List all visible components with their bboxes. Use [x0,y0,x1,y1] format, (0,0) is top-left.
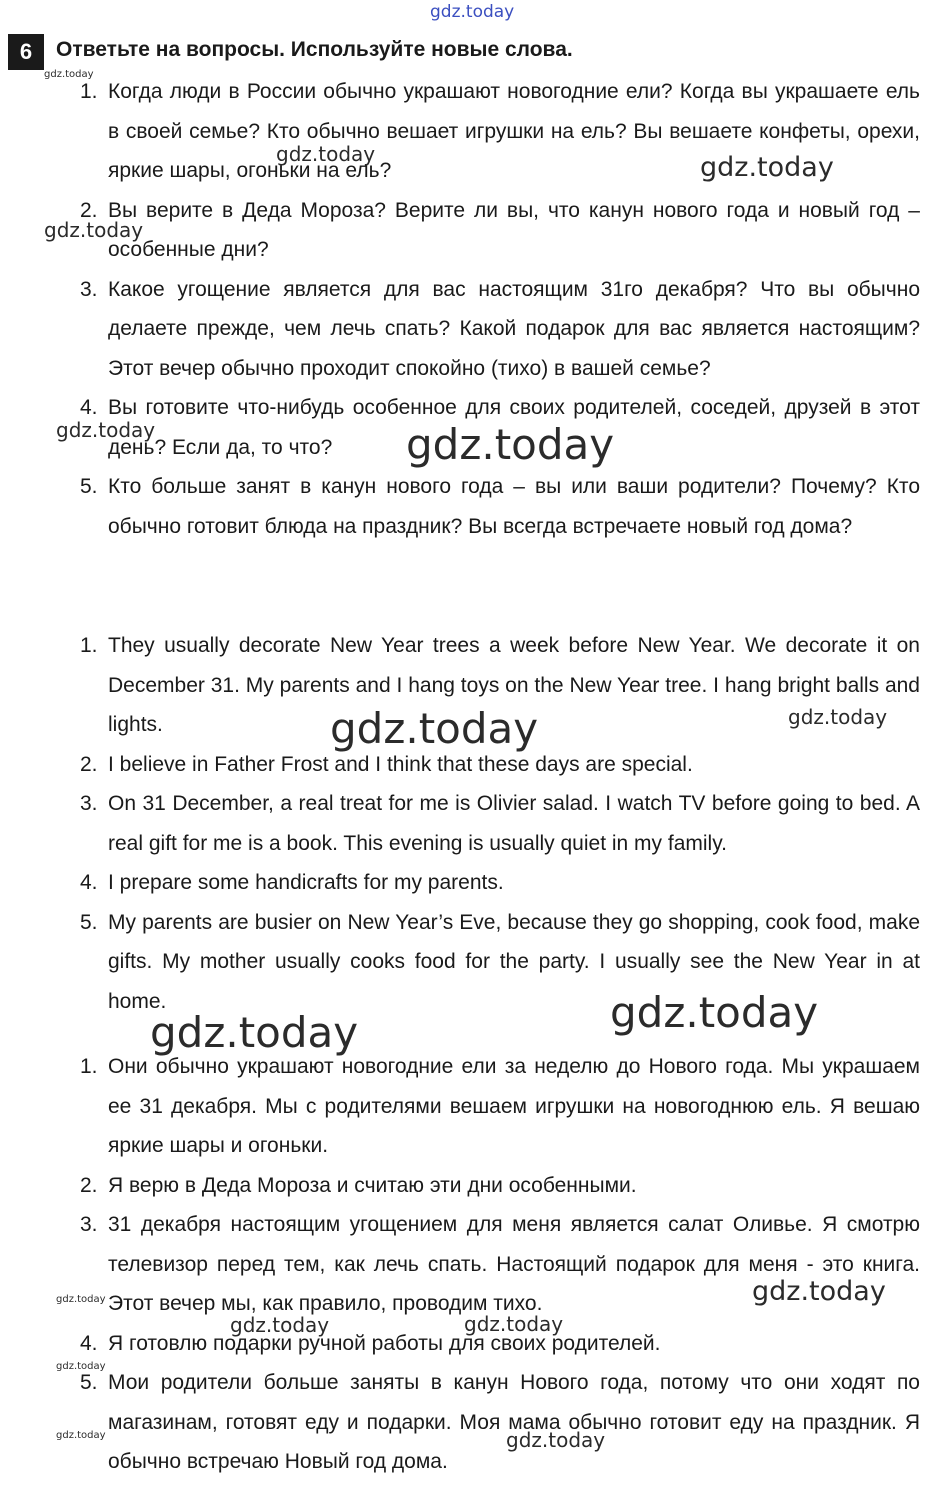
answer-text: Они обычно украшают новогодние ели за неделю до Нового года. Мы украшаем ее 31 декабря. Мы с родителями вешаем игрушки на новогоднюю ель. Я вешаю яркие шары и огоньки. [108,1055,920,1157]
answer-text: Я готовлю подарки ручной работы для своих родителей. [108,1331,661,1355]
question-number: 5. [80,475,98,498]
watermark: gdz.today [56,418,156,442]
question-number: 2. [80,198,98,222]
watermark: gdz.today [230,1313,330,1337]
watermark: gdz.today [752,1276,886,1307]
watermark: gdz.today [464,1312,564,1336]
watermark: gdz.today [610,988,819,1037]
question-text: Вы готовите что-нибудь особенное для своих родителей, соседей, друзей в этот день? Если да, то что? [108,396,920,459]
watermark: gdz.today [56,1294,106,1305]
watermark: gdz.today [56,1430,106,1441]
answer-number: 2. [80,1173,98,1197]
question-text: Вы верите в Деда Мороза? Верите ли вы, что канун нового года и новый год – особенные дни? [108,198,920,261]
watermark: gdz.today [506,1428,606,1452]
answer-text: They usually decorate New Year trees a week before New Year. We decorate it on December 31. My parents and I hang toys on the New Year tree. I hang bright balls and lights. [108,634,920,736]
answer-text: Я верю в Деда Мороза и считаю эти дни особенными. [108,1173,637,1197]
watermark: gdz.today [330,704,539,753]
answer-text: I believe in Father Frost and I think that these days are special. [108,752,693,776]
answer-number: 4. [80,871,98,894]
answer-number: 4. [80,1331,98,1355]
watermark: gdz.today [56,1361,106,1372]
answer-number: 1. [80,634,98,657]
answer-text: I prepare some handicrafts for my parents. [108,871,504,894]
answers-english-list [80,626,920,1021]
watermark: gdz.today [700,152,834,183]
answer-text: My parents are busier on New Year’s Eve, because they go shopping, cook food, make gifts. My mother usually cooks food for the party. I usually see the New Year in at home. [108,910,920,1013]
task-number-badge: 6 [8,34,44,70]
watermark: gdz.today [788,705,888,729]
question-text: Когда люди в России обычно украшают новогодние ели? Когда вы украшаете ель в своей семье? Кто обычно вешает игрушки на ель? Вы вешаете конфеты, орехи, яркие шары, огоньки на ель? [108,80,920,182]
answer-number: 5. [80,1371,98,1394]
answers-russian-list [80,1047,920,1482]
answer-en-item [80,784,920,863]
watermark: gdz.today [276,142,376,166]
answer-number: 2. [80,752,98,776]
watermark: gdz.today [406,420,615,469]
question-item [80,191,920,270]
answer-text: Мои родители больше заняты в канун Нового года, потому что они ходят по магазинам, готовят еду и подарки. Моя мама обычно готовит еду на праздник. Я обычно встречаю Новый год дома. [108,1371,920,1473]
watermark: gdz.today [44,218,144,242]
task-title: Ответьте на вопросы. Используйте новые слова. [56,38,573,61]
answer-en-item [80,863,920,903]
question-item [80,270,920,389]
question-text: Какое угощение является для вас настоящим 31го декабря? Что вы обычно делаете прежде, чем лечь спать? Какой подарок для вас является настоящим? Этот вечер обычно проходит спокойно (тихо) в вашей семье? [108,277,920,380]
answer-ru-item [80,1363,920,1482]
questions-list [80,72,920,546]
question-number: 1. [80,80,98,103]
answer-text: 31 декабря настоящим угощением для меня является салат Оливье. Я смотрю телевизор перед тем, как лечь спать. Настоящий подарок для меня - это книга. Этот вечер мы, как правило, проводим тихо. [108,1213,920,1315]
watermark: gdz.today [44,69,94,80]
question-item [80,467,920,546]
watermark-top: gdz.today [430,2,515,22]
question-text: Кто больше занят в канун нового года – вы или ваши родители? Почему? Кто обычно готовит блюда на праздник? Вы всегда встречаете новый год дома? [108,475,920,538]
answer-number: 3. [80,792,98,815]
question-number: 4. [80,396,98,419]
answer-ru-item [80,1047,920,1166]
answer-text: On 31 December, a real treat for me is Olivier salad. I watch TV before going to bed. A real gift for me is a book. This evening is usually quiet in my family. [108,792,920,855]
answer-number: 1. [80,1055,98,1078]
answer-number: 3. [80,1213,98,1236]
watermark: gdz.today [150,1008,359,1057]
answer-ru-item [80,1166,920,1206]
question-number: 3. [80,277,98,301]
answer-number: 5. [80,910,98,934]
